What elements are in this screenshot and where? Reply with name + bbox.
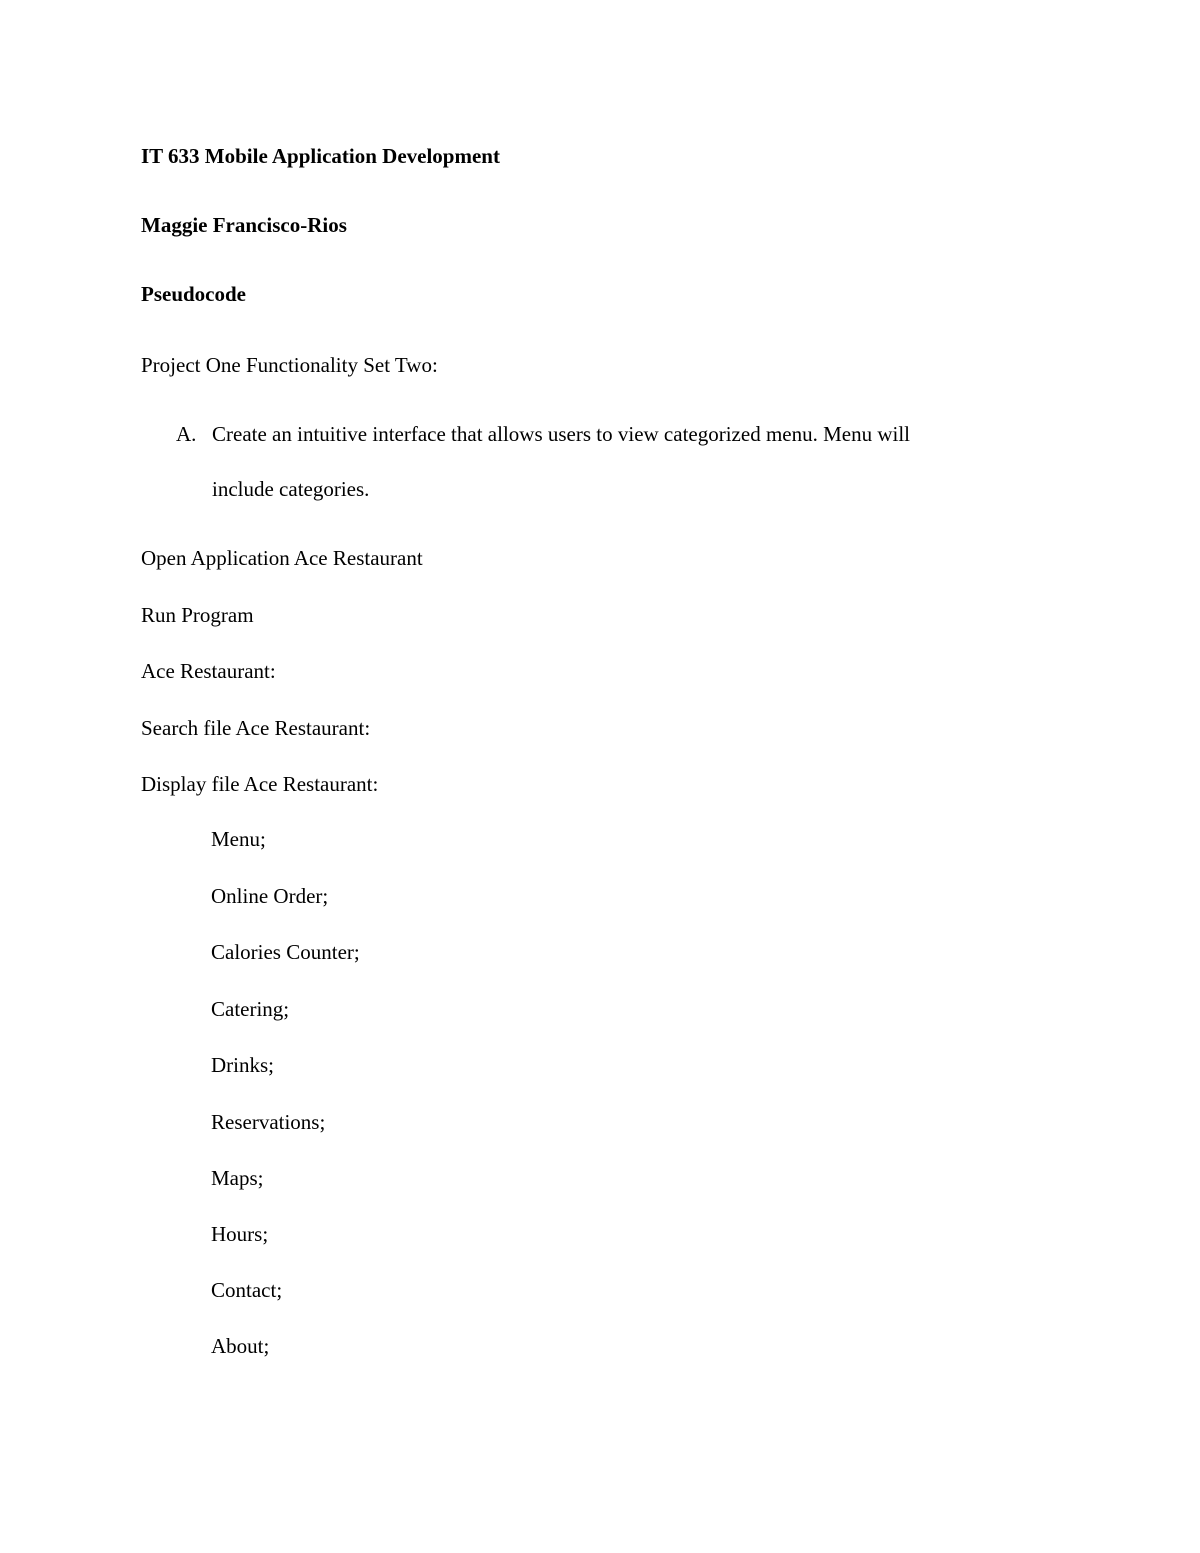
- category-item: Contact;: [211, 1278, 283, 1302]
- step-item: Open Application Ace Restaurant: [141, 546, 423, 570]
- step-item: Ace Restaurant:: [141, 659, 276, 683]
- intro-line: Project One Functionality Set Two:: [141, 353, 438, 377]
- category-item: Calories Counter;: [211, 940, 360, 964]
- document-title: Pseudocode: [141, 282, 246, 306]
- category-item: Menu;: [211, 827, 266, 851]
- category-item: Maps;: [211, 1166, 264, 1190]
- step-item: Search file Ace Restaurant:: [141, 716, 371, 740]
- list-marker: A.: [176, 422, 197, 446]
- step-item: Run Program: [141, 603, 254, 627]
- step-item: Display file Ace Restaurant:: [141, 772, 379, 796]
- requirement-text-line-1: Create an intuitive interface that allows users to view categorized menu. Menu will: [212, 422, 911, 446]
- category-item: Catering;: [211, 997, 290, 1021]
- category-item: Hours;: [211, 1222, 269, 1246]
- category-item: Drinks;: [211, 1053, 274, 1077]
- category-item: Online Order;: [211, 884, 329, 908]
- category-item: Reservations;: [211, 1110, 326, 1134]
- requirement-text-line-2: include categories.: [212, 477, 370, 501]
- course-title: IT 633 Mobile Application Development: [141, 144, 500, 168]
- category-item: About;: [211, 1334, 270, 1358]
- author-name: Maggie Francisco-Rios: [141, 213, 347, 237]
